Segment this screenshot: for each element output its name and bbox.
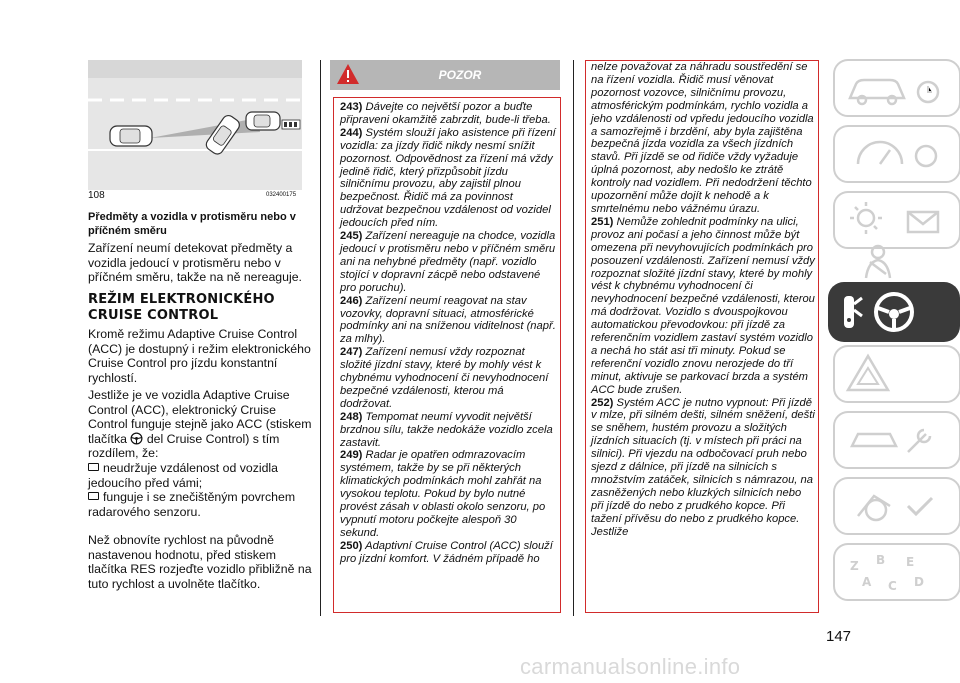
- paragraph-2: Kromě režimu Adaptive Cruise Control (ACC) je dostupný i režim elektronického Cruise Control pro jízdu konstantní rychlostí.: [88, 327, 311, 385]
- paragraph-3-a: Jestliže je ve vozidla Adaptive Cruise Control (ACC), elektronický Cruise Control funguje stejně jako ACC (stiskem tlačítka: [88, 388, 312, 446]
- figure-number: 108: [88, 190, 105, 201]
- bullet-icon: [88, 492, 99, 500]
- wrench-icon: [908, 430, 930, 452]
- tab-car-overview[interactable]: [828, 58, 960, 118]
- section-heading: REŽIM ELEKTRONICKÉHO CRUISE CONTROL: [88, 292, 275, 323]
- gauge-icon: [858, 142, 902, 164]
- svg-text:A: A: [862, 575, 872, 589]
- column-divider: [320, 60, 321, 616]
- tab-seatbelt[interactable]: [828, 228, 960, 288]
- key-icon: [844, 296, 854, 328]
- figure-radar-illustration: [88, 60, 302, 190]
- person-icon: [872, 246, 884, 258]
- hazard-triangle-icon-inner: [858, 368, 878, 384]
- svg-text:B: B: [876, 553, 886, 567]
- paragraph-3: [88, 388, 313, 519]
- tab-technical-data[interactable]: [828, 476, 960, 536]
- warning-item: 250) Adaptivní Cruise Control (ACC) slouží pro jízdní komfort. V žádném případě ho: [340, 539, 553, 565]
- column-divider: [573, 60, 574, 616]
- svg-text:C: C: [888, 579, 897, 593]
- tab-starting-driving-active[interactable]: [828, 282, 960, 342]
- warning-list-continued: [591, 61, 815, 539]
- tab-emergency[interactable]: [828, 344, 960, 404]
- paragraph-1: Zařízení neumí detekovat předměty a vozidla jedoucí v protisměru nebo v příčném směru, takže na ně nereaguje.: [88, 241, 302, 285]
- warning-item: 251) Nemůže zohlednit podmínky na ulici, provoz ani počasí a jeho činnost může být omezena při nevyhovujících podmínkách pro posouzení vzdálenosti. Zařízení nemusí vždy rozpoznat složité jízdní stavy, které by mohly vést k chybnému vyhodnocení či nevyhodnocení bezpečné vzdálenosti, kterou má dodržovat. Vozidlo s dvouspojkovou automatickou převodovkou: při jízdě za referenčním vozidlem zastaví systém vozidlo a nechá ho stát asi tři minuty. Pokud se referenční vozidlo znovu nerozjede do tří minut, aktivuje se parkovací brzda a systém ACC bude zrušen.: [591, 215, 815, 396]
- sub-heading-oncoming: Předměty a vozidla v protisměru nebo v příčném směru: [88, 211, 296, 237]
- bullet-1: neudržuje vzdálenost od vozidla jedoucího před vámi;: [88, 460, 279, 490]
- svg-text:Z: Z: [850, 559, 859, 573]
- warning-title: POZOR: [438, 68, 482, 82]
- figure-code: 032400175: [266, 192, 297, 198]
- warning-item: 252) Systém ACC je nutno vypnout: Při jízdě v mlze, při silném dešti, silném sněžení, dešti se sněhem, hustém provozu a složitých jízdních situacích (tj. v místech při práci na silnici). Při vjezdu na odbočovací pruh nebo sjezd z dálnice, při jízdě na silnicích s množstvím zatáček, silnicích s námrazou, na zasněžených nebo kluzkých silnicích nebo při jízdě do nebo z prudkého kopce. Při tažení přívěsu do nebo z prudkého kopce. Jestliže: [591, 396, 815, 538]
- check-icon: [908, 498, 932, 514]
- warning-item-continued: nelze považovat za náhradu soustředění se na řízení vozidla. Řidič musí věnovat pozornost vozovce, silničnímu provozu, atmosférickým podmínkám, rychlo vozidla a jeho vzdálenosti od vpředu jedoucího vozidla a samozřejmě i brzdění, aby byla zajištěna bezpečná jízda vozidla za všech jízdních stavů. Při jízdě se od řidiče vždy vyžaduje úplná pozornost, aby nedošlo ke ztrátě kontroly nad vozidlem. Při nedodržení těchto upozornění může dojít k nehodě a k smrtelnému nebo vážnému úrazu.: [591, 61, 814, 215]
- alphabet-index-icon: [850, 553, 924, 593]
- tab-dashboard[interactable]: [828, 124, 960, 184]
- svg-text:D: D: [914, 575, 924, 589]
- warning-item: 247) Zařízení nemusí vždy rozpoznat složité jízdní stavy, které by mohly vést k chybnému vyhodnocení či nevyhodnocení bezpečné vzdálenosti, kterou má dodržovat.: [340, 346, 549, 410]
- sun-icon: [858, 210, 874, 226]
- warning-item: 244) Systém slouží jako asistence při řízení vozidla: za jízdy řidič nikdy nesmí snížit pozornost. Odpovědnost za řízení má vždy jedině řidič, který přizpůsobit jízdu silničnímu provozu, aby zajistil plnou bezpečnost. Řidič má za povinnost udržovat bezpečnou vzdálenost od vozidel jedoucích před ním.: [340, 126, 556, 230]
- watermark: carmanualsonline.info: [520, 654, 741, 679]
- warning-item: 245) Zařízení nereaguje na chodce, vozidla jedoucí v protisměru nebo v příčném směru ani na nehybné předměty (např. vozidlo stojící v dopravní zácpě nebo odstavené pro poruchu).: [340, 230, 556, 294]
- cruise-control-button-icon: [130, 432, 143, 445]
- warning-item: 243) Dávejte co největší pozor a buďte připraveni okamžitě zabrzdit, bude-li třeba.: [340, 101, 551, 126]
- bullet-icon: [88, 463, 99, 471]
- car-icon: [850, 80, 904, 98]
- warning-list: [340, 101, 558, 566]
- paragraph-3-b: del Cruise Control) s tím rozdílem, že:: [88, 431, 280, 461]
- bullet-2: funguje i se znečištěným povrchem radarového senzoru.: [88, 490, 296, 519]
- warning-item: 248) Tempomat neumí vyvodit největší brzdnou sílu, takže nedokáže vozidlo zcela zastavit.: [340, 410, 553, 449]
- svg-text:E: E: [906, 555, 915, 569]
- paragraph-4: Než obnovíte rychlost na původně nastavenou hodnotu, před stiskem tlačítka RES rozjeďte vozidlo přibližně na tuto rychlost a uvolněte tlačítko.: [88, 533, 312, 591]
- page-number: 147: [826, 628, 852, 645]
- warning-item: 246) Zařízení neumí reagovat na stav vozovky, dopravní situaci, atmosférické podmínky ani na sníženou viditelnost (např. za mlhy).: [340, 294, 556, 346]
- tab-index[interactable]: [828, 542, 960, 602]
- warning-item: 249) Radar je opatřen odmrazovacím systémem, takže by se při některých klimatických podmínkách mohl zahřát na vysokou teplotu. Pokud by bylo nutné provést zásah v oblasti okolo senzoru, po vypnutí motoru počkejte alespoň 30 sekund.: [340, 449, 546, 539]
- car-lift-icon: [852, 434, 896, 446]
- tab-maintenance[interactable]: [828, 410, 960, 470]
